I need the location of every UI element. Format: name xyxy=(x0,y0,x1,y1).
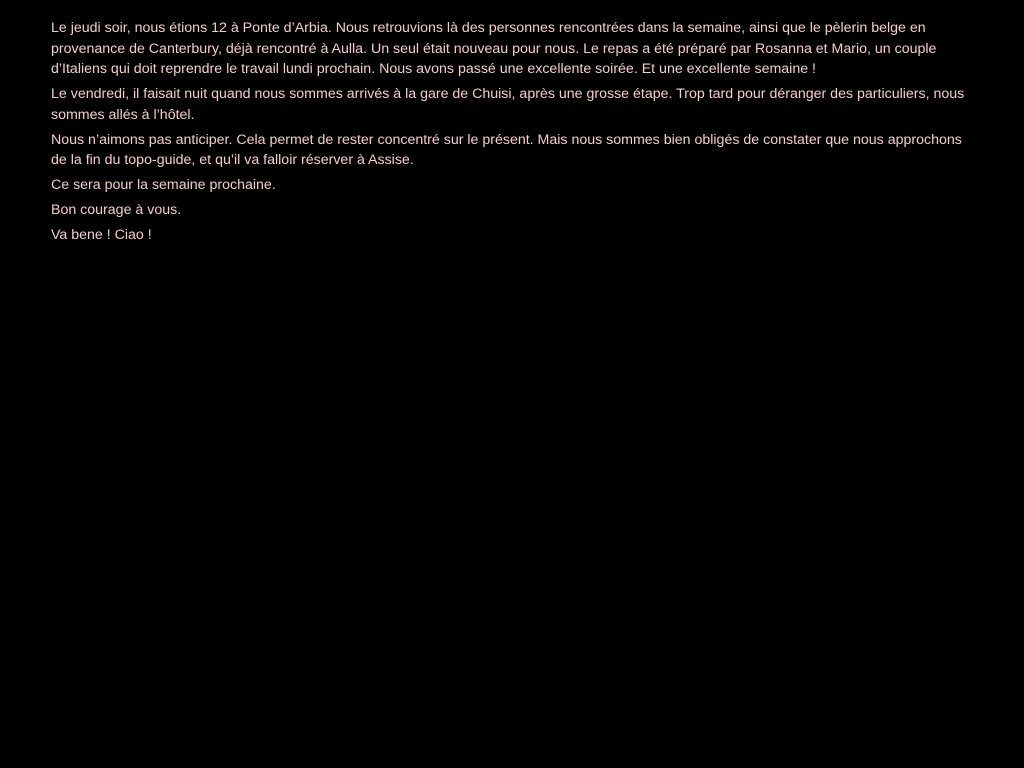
paragraph-bon-courage: Bon courage à vous. xyxy=(51,202,182,218)
paragraph-next-week: Ce sera pour la semaine prochaine. xyxy=(51,177,276,193)
text-body xyxy=(51,18,971,250)
paragraph-chuisi: Le vendredi, il faisait nuit quand nous sommes arrivés à la gare de Chuisi, après une grosse étape. Trop tard pour déranger des particuliers, nous sommes allés à l’hôtel. xyxy=(51,86,965,123)
paragraph-ciao: Va bene ! Ciao ! xyxy=(51,227,152,243)
paragraph-ponte-d-arbia: Le jeudi soir, nous étions 12 à Ponte d’Arbia. Nous retrouvions là des personnes rencontrées dans la semaine, ainsi que le pèlerin belge en provenance de Canterbury, déjà rencontré à Aulla. Un seul était nouveau pour nous. Le repas a été préparé par Rosanna et Mario, un couple d’Italiens qui doit reprendre le travail lundi prochain. Nous avons passé une excellente soirée. Et une excellente semaine ! xyxy=(51,20,937,77)
paragraph-assise: Nous n’aimons pas anticiper. Cela permet de rester concentré sur le présent. Mais nous sommes bien obligés de constater que nous approchons de la fin du topo-guide, et qu’il va falloir réserver à Assise. xyxy=(51,131,962,168)
